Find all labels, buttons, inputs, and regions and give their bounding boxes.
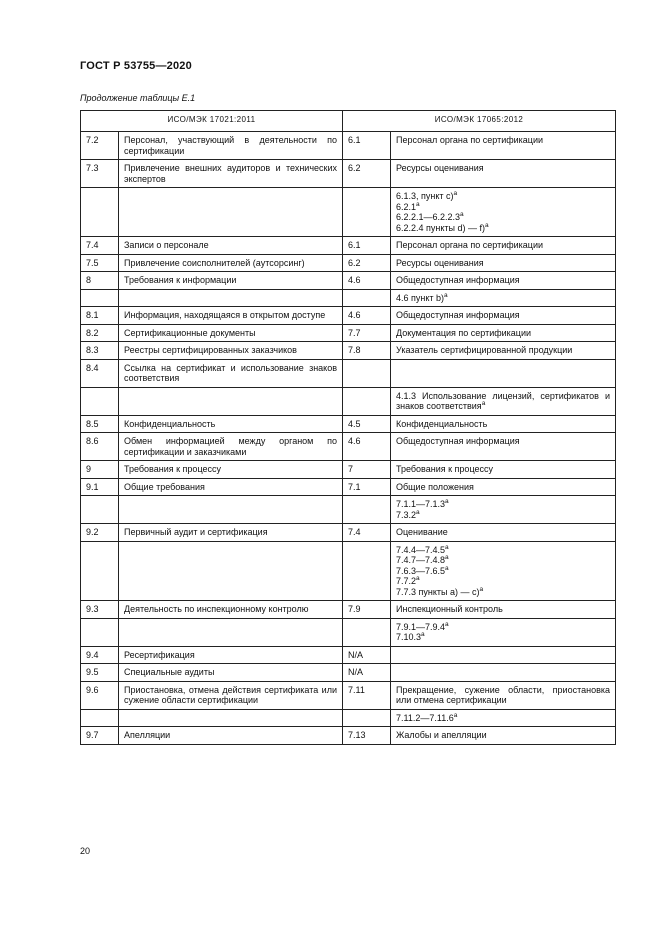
clause-17021: 8.4 xyxy=(81,359,119,387)
table-row xyxy=(81,254,616,272)
cell-line: $7.9.1—7.9.4^а$ xyxy=(396,620,449,632)
table-row xyxy=(81,496,616,524)
cell-line: Персонал органа по сертификации xyxy=(396,240,544,250)
clause-17021 xyxy=(81,709,119,727)
clause-17065: 7.13 xyxy=(343,727,391,745)
title-17021: Требования к информации xyxy=(119,272,343,290)
title-17065 xyxy=(391,132,616,160)
cell-line: 6.1.3, пункт с)$^а$ xyxy=(396,190,458,201)
table-row xyxy=(81,433,616,461)
clause-17065 xyxy=(343,709,391,727)
cell-line: Требования к процессу xyxy=(396,464,494,474)
table-row xyxy=(81,681,616,709)
clause-17021 xyxy=(81,289,119,307)
cell-line: $7.1.1—7.1.3^а$ xyxy=(396,498,449,509)
clause-17065 xyxy=(343,496,391,524)
title-17021 xyxy=(119,496,343,524)
cell-line: Общие положения xyxy=(396,481,474,492)
table-row xyxy=(81,646,616,664)
title-17065 xyxy=(391,541,616,601)
clause-17065: 7.7 xyxy=(343,324,391,342)
table-row xyxy=(81,342,616,360)
clause-17065: 7.4 xyxy=(343,524,391,542)
column-header-iso-17065: ИСО/МЭК 17065:2012 xyxy=(343,111,616,132)
cell-line: Общедоступная информация xyxy=(396,275,520,285)
title-17065 xyxy=(391,324,616,342)
title-17065 xyxy=(391,618,616,646)
title-17065 xyxy=(391,646,616,664)
table-row xyxy=(81,541,616,601)
title-17065 xyxy=(391,433,616,461)
clause-17021 xyxy=(81,541,119,601)
title-17021 xyxy=(119,541,343,601)
table-row xyxy=(81,727,616,745)
table-row xyxy=(81,132,616,160)
table-header-row xyxy=(81,111,616,132)
clause-17065: 4.5 xyxy=(343,415,391,433)
cell-line: $7.6.3—7.6.5^а$ xyxy=(396,564,449,576)
cell-line: Общедоступная информация xyxy=(396,310,520,320)
table-row xyxy=(81,307,616,325)
title-17021: Специальные аудиты xyxy=(119,664,343,682)
clause-17065: 6.1 xyxy=(343,237,391,255)
clause-17021 xyxy=(81,188,119,237)
clause-17065: 7 xyxy=(343,461,391,479)
clause-17021: 7.4 xyxy=(81,237,119,255)
title-17065 xyxy=(391,272,616,290)
clause-17021: 9.4 xyxy=(81,646,119,664)
clause-17065: 4.6 xyxy=(343,433,391,461)
title-17021 xyxy=(119,188,343,237)
table-row xyxy=(81,618,616,646)
title-17021: Информация, находящаяся в открытом доступе xyxy=(119,307,343,325)
clause-17021: 9.1 xyxy=(81,478,119,496)
clause-17021: 7.2 xyxy=(81,132,119,160)
cell-line: Ресурсы оценивания xyxy=(396,257,484,268)
clause-17021: 7.3 xyxy=(81,160,119,188)
title-17065 xyxy=(391,524,616,542)
title-17065 xyxy=(391,188,616,237)
cell-line: $7.11.2—7.11.6^а$ xyxy=(396,711,458,723)
title-17065 xyxy=(391,160,616,188)
table-row xyxy=(81,387,616,415)
clause-17065: 7.11 xyxy=(343,681,391,709)
cell-line: Оценивание xyxy=(396,527,448,537)
title-17065 xyxy=(391,415,616,433)
table-row xyxy=(81,272,616,290)
table-row xyxy=(81,664,616,682)
cell-line: Общедоступная информация xyxy=(396,436,520,446)
table-row xyxy=(81,188,616,237)
title-17065 xyxy=(391,478,616,496)
title-17021: Первичный аудит и сертификация xyxy=(119,524,343,542)
clause-17021: 8.2 xyxy=(81,324,119,342)
table-row xyxy=(81,289,616,307)
title-17065 xyxy=(391,461,616,479)
cell-line: 6.2.2.4 пункты d) — f)$^а$ xyxy=(396,221,489,233)
table-row xyxy=(81,160,616,188)
table-row xyxy=(81,461,616,479)
clause-17021: 8.3 xyxy=(81,342,119,360)
title-17021: Реестры сертифицированных заказчиков xyxy=(119,342,343,360)
clause-17021: 9 xyxy=(81,461,119,479)
title-17065 xyxy=(391,254,616,272)
title-17021: Ресертификация xyxy=(119,646,343,664)
title-17021: Конфиденциальность xyxy=(119,415,343,433)
table-row xyxy=(81,237,616,255)
clause-17021 xyxy=(81,618,119,646)
correspondence-table xyxy=(80,110,616,745)
cell-line: $7.4.4—7.4.5^а$ xyxy=(396,543,449,555)
title-17065 xyxy=(391,237,616,255)
title-17021: Ссылка на сертификат и использование знаков соответствия xyxy=(119,359,343,387)
title-17021: Записи о персонале xyxy=(119,237,343,255)
title-17065 xyxy=(391,289,616,307)
title-17021: Общие требования xyxy=(119,478,343,496)
title-17065 xyxy=(391,359,616,387)
clause-17065 xyxy=(343,289,391,307)
title-17021 xyxy=(119,709,343,727)
clause-17021: 9.5 xyxy=(81,664,119,682)
clause-17065: 6.2 xyxy=(343,254,391,272)
title-17065 xyxy=(391,601,616,619)
clause-17065: 4.6 xyxy=(343,307,391,325)
clause-17065: 6.2 xyxy=(343,160,391,188)
clause-17065: 7.9 xyxy=(343,601,391,619)
title-17065 xyxy=(391,681,616,709)
title-17021: Требования к процессу xyxy=(119,461,343,479)
clause-17021: 7.5 xyxy=(81,254,119,272)
title-17065 xyxy=(391,727,616,745)
table-row xyxy=(81,359,616,387)
clause-17065: N/A xyxy=(343,664,391,682)
title-17021: Обмен информацией между органом по сертификации и заказчиками xyxy=(119,433,343,461)
table-caption: Продолжение таблицы Е.1 xyxy=(80,93,196,103)
clause-17065 xyxy=(343,359,391,387)
table-row xyxy=(81,324,616,342)
cell-line: Указатель сертифицированной продукции xyxy=(396,345,573,355)
title-17065 xyxy=(391,496,616,524)
page-number: 20 xyxy=(80,846,91,856)
cell-line: $7.10.3^а$ xyxy=(396,631,425,642)
cell-line: $7.7.2^а$ xyxy=(396,575,420,586)
cell-line: Ресурсы оценивания xyxy=(396,163,484,173)
cell-line: 7.7.3 пункты а) — с)$^а$ xyxy=(396,585,484,597)
clause-17065: N/A xyxy=(343,646,391,664)
cell-line: Документация по сертификации xyxy=(396,327,532,338)
clause-17065 xyxy=(343,387,391,415)
cell-line: 4.1.3 Использование лицензий, сертификатов и знаков соответствия$^а$ xyxy=(396,390,610,411)
title-17021: Привлечение соисполнителей (аутсорсинг) xyxy=(119,254,343,272)
cell-line: Инспекционный контроль xyxy=(396,604,503,614)
title-17065 xyxy=(391,664,616,682)
title-17021 xyxy=(119,387,343,415)
cell-line: $7.4.7—7.4.8^а$ xyxy=(396,554,449,565)
clause-17021 xyxy=(81,387,119,415)
title-17021 xyxy=(119,289,343,307)
table-row xyxy=(81,601,616,619)
title-17065 xyxy=(391,709,616,727)
cell-line: Конфиденциальность xyxy=(396,418,488,429)
clause-17065: 7.1 xyxy=(343,478,391,496)
clause-17065 xyxy=(343,188,391,237)
title-17021 xyxy=(119,618,343,646)
column-header-iso-17021: ИСО/МЭК 17021:2011 xyxy=(81,111,343,132)
cell-line: Жалобы и апелляции xyxy=(396,730,487,740)
clause-17065: 7.8 xyxy=(343,342,391,360)
cell-line: $7.3.2^а$ xyxy=(396,508,420,520)
clause-17065: 4.6 xyxy=(343,272,391,290)
title-17065 xyxy=(391,387,616,415)
cell-line: $6.2.2.1—6.2.2.3^а$ xyxy=(396,211,464,222)
title-17021: Сертификационные документы xyxy=(119,324,343,342)
table-row xyxy=(81,415,616,433)
cell-line: $6.2.1^а$ xyxy=(396,200,420,212)
cell-line: Персонал органа по сертификации xyxy=(396,135,544,145)
document-code: ГОСТ Р 53755—2020 xyxy=(80,60,192,72)
title-17065 xyxy=(391,342,616,360)
clause-17021: 8.1 xyxy=(81,307,119,325)
title-17021: Деятельность по инспекционному контролю xyxy=(119,601,343,619)
table-row xyxy=(81,478,616,496)
title-17021: Апелляции xyxy=(119,727,343,745)
clause-17021: 8.6 xyxy=(81,433,119,461)
clause-17021: 9.6 xyxy=(81,681,119,709)
title-17065 xyxy=(391,307,616,325)
clause-17021 xyxy=(81,496,119,524)
clause-17021: 8 xyxy=(81,272,119,290)
cell-line: Прекращение, сужение области, приостановка или отмена сертификации xyxy=(396,684,610,705)
clause-17021: 9.3 xyxy=(81,601,119,619)
cell-line: 4.6 пункт b)$^а$ xyxy=(396,291,448,303)
clause-17021: 9.2 xyxy=(81,524,119,542)
title-17021: Приостановка, отмена действия сертификата или сужение области сертификации xyxy=(119,681,343,709)
clause-17065 xyxy=(343,541,391,601)
clause-17065 xyxy=(343,618,391,646)
title-17021: Персонал, участвующий в деятельности по сертификации xyxy=(119,132,343,160)
clause-17065: 6.1 xyxy=(343,132,391,160)
table-row xyxy=(81,524,616,542)
title-17021: Привлечение внешних аудиторов и технических экспертов xyxy=(119,160,343,188)
clause-17021: 8.5 xyxy=(81,415,119,433)
table-row xyxy=(81,709,616,727)
clause-17021: 9.7 xyxy=(81,727,119,745)
